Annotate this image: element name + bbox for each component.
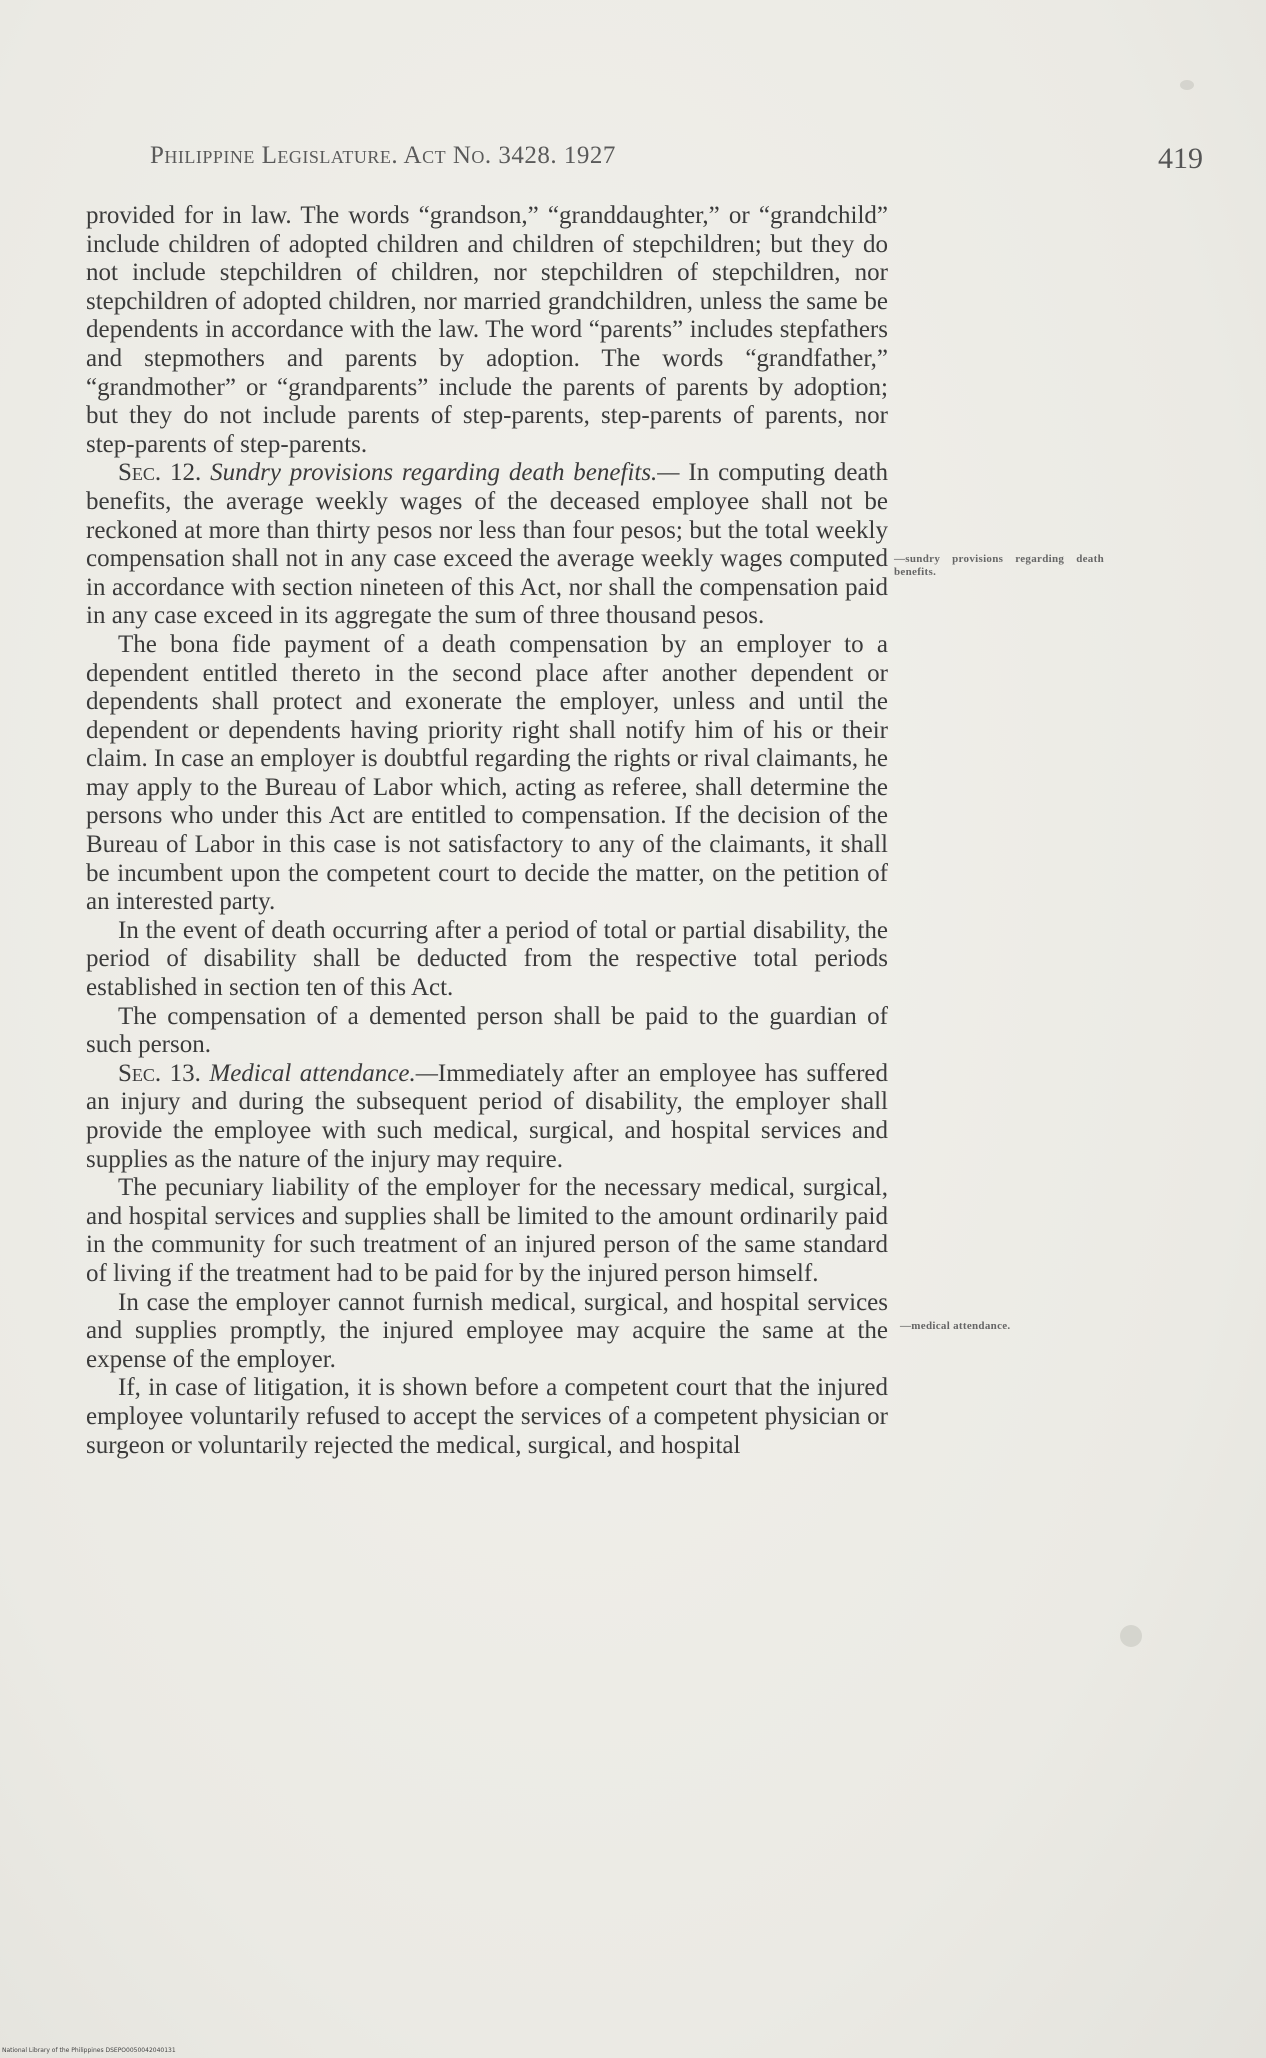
paragraph: If, in case of litigation, it is shown before a competent court that the injured employee voluntarily refused to accept the services of a competent physician or surgeon or voluntarily rejected the medical, surgical, and hospital bbox=[86, 1374, 888, 1459]
section-title: Sundry provisions regarding death benefits.— bbox=[210, 459, 680, 487]
section-title: Medical attendance.— bbox=[209, 1059, 438, 1087]
margin-note-medical-attendance: —medical attendance. bbox=[900, 1320, 1011, 1332]
section-number: Sec. 13. bbox=[118, 1059, 201, 1087]
paragraph: The compensation of a demented person shall be paid to the guardian of such person. bbox=[86, 1002, 888, 1059]
page-number: 419 bbox=[1158, 142, 1203, 175]
paragraph-continuation: provided for in law. The words “grandson,” “granddaughter,” or “grandchild” include children of adopted children and children of stepchildren; but they do not include stepchildren of children, nor stepchildren of stepchildren, nor stepchildren of adopted children, nor married grandchildren, unless the same be dependents in accordance with the law. The word “parents” includes stepfathers and stepmothers and parents by adoption. The words “grandfather,” “grandmother” or “grandparents” include the parents of parents by adoption; but they do not include parents of step-parents, step-parents of parents, nor step-parents of step-parents. bbox=[86, 202, 888, 458]
paragraph-sec-13 bbox=[86, 1060, 888, 1174]
margin-note-sundry-provisions: —sundry provisions regarding death benefits. bbox=[894, 553, 1104, 578]
paragraph: In case the employer cannot furnish medical, surgical, and hospital services and supplies promptly, the injured employee may acquire the same at the expense of the employer. bbox=[86, 1288, 888, 1373]
paragraph-sec-12 bbox=[86, 459, 888, 631]
footer-credit: National Library of the Philippines DSEPO0050042040131 bbox=[2, 2047, 176, 2054]
paragraph: The pecuniary liability of the employer for the necessary medical, surgical, and hospital services and supplies shall be limited to the amount ordinarily paid in the community for such treatment of an injured person of the same standard of living if the treatment had to be paid for by the injured person himself. bbox=[86, 1174, 888, 1287]
running-head: Philippine Legislature. Act No. 3428. 1927 bbox=[150, 142, 616, 169]
section-number: Sec. 12. bbox=[118, 459, 202, 487]
paragraph: In the event of death occurring after a period of total or partial disability, the period of disability shall be deducted from the respective total periods established in section ten of this Act. bbox=[86, 916, 888, 1002]
paper-smudge bbox=[1120, 1625, 1142, 1647]
paragraph: The bona fide payment of a death compensation by an employer to a dependent entitled thereto in the second place after another dependent or dependents shall protect and exonerate the employer, unless and until the dependent or dependents having priority right shall notify him of his or their claim. In case an employer is doubtful regarding the rights or rival claimants, he may apply to the Bureau of Labor which, acting as referee, shall determine the persons who under this Act are entitled to compensation. If the decision of the Bureau of Labor in this case is not satisfactory to any of the claimants, it shall be incumbent upon the competent court to decide the matter, on the petition of an interested party. bbox=[86, 630, 888, 916]
section-text: In computing death benefits, the average weekly wages of the deceased employee shall not be reckoned at more than thirty pesos nor less than four pesos; but the total weekly compensation shall not in any case exceed the average weekly wages computed in accordance with section nineteen of this Act, nor shall the compensation paid in any case exceed in its aggregate the sum of three thousand pesos. bbox=[86, 459, 889, 630]
section-text: Immediately after an employee has suffered an injury and during the subsequent period of disability, the employer shall provide the employee with such medical, surgical, and hospital services and supplies as the nature of the injury may require. bbox=[86, 1059, 888, 1173]
paper-smudge bbox=[1180, 80, 1194, 90]
body-text bbox=[86, 202, 888, 1460]
